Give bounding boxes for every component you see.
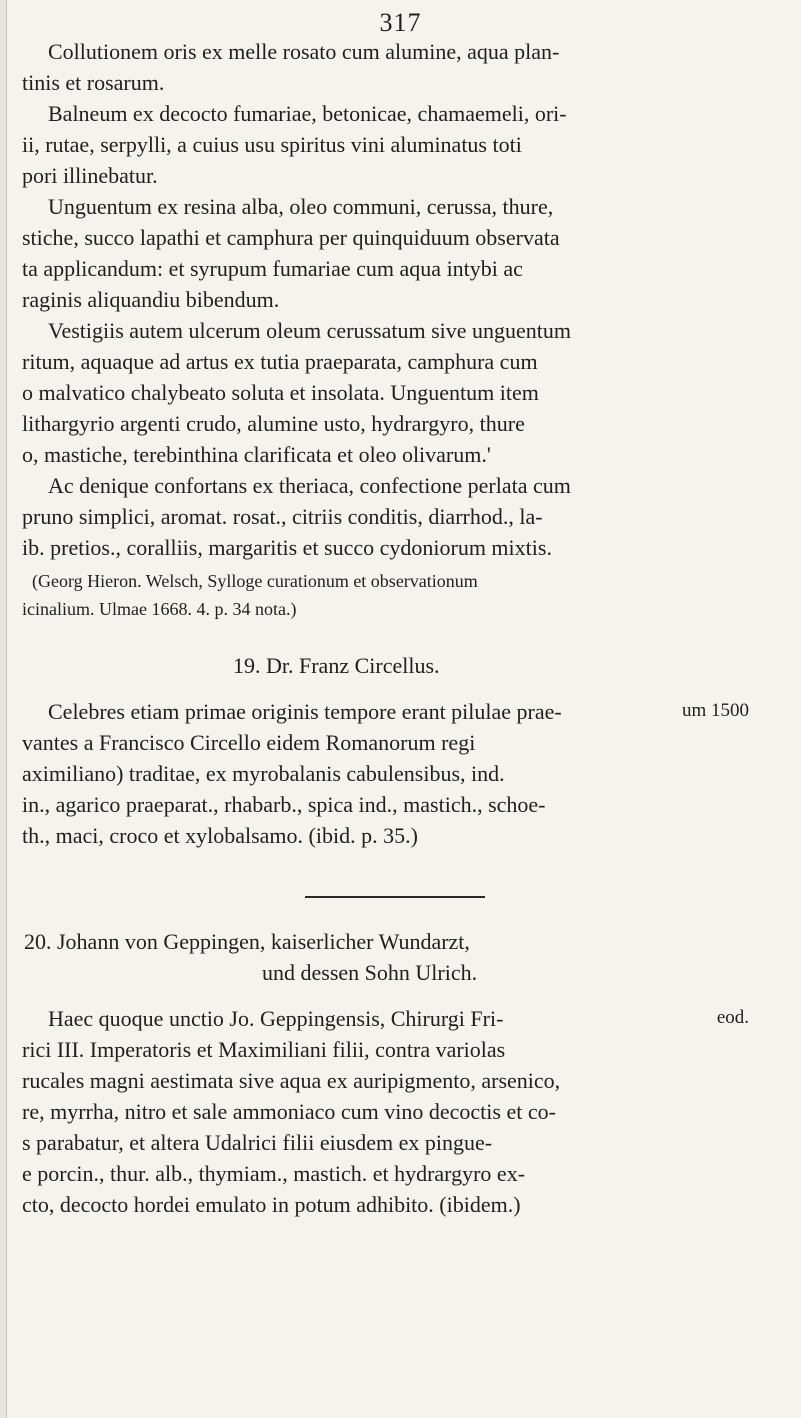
text-line: aximiliano) traditae, ex myrobalanis cabulensibus, ind. — [22, 761, 505, 786]
text-line: rici III. Imperatoris et Maximiliani filii, contra variolas — [22, 1037, 506, 1062]
text-line: lithargyrio argenti crudo, alumine usto, hydrargyro, thure — [22, 411, 525, 436]
text-line: raginis aliquandiu bibendum. — [22, 287, 280, 312]
text-line: rucales magni aestimata sive aqua ex auripigmento, arsenico, — [22, 1068, 561, 1093]
text-line: Ac denique confortans ex theriaca, confectione perlata cum — [48, 473, 571, 498]
text-line: ta applicandum: et syrupum fumariae cum aqua intybi ac — [22, 256, 523, 281]
text-line: Vestigiis autem ulcerum oleum cerussatum sive unguentum — [48, 318, 572, 343]
text-line: ib. pretios., coralliis, margaritis et succo cydoniorum mixtis. — [22, 535, 552, 560]
margin-note: eod. — [716, 1007, 749, 1028]
text-line: pruno simplici, aromat. rosat., citriis conditis, diarrhod., la- — [22, 504, 543, 529]
text-line: ii, rutae, serpylli, a cuius usu spiritus vini aluminatus toti — [22, 132, 522, 157]
section-heading: 19. Dr. Franz Circellus. — [233, 653, 440, 678]
citation-line: icinalium. Ulmae 1668. 4. p. 34 nota.) — [22, 599, 297, 619]
text-line: ritum, aquaque ad artus ex tutia praeparata, camphura cum — [22, 349, 538, 374]
section-heading: 20. Johann von Geppingen, kaiserlicher Wundarzt, — [24, 929, 470, 954]
text-line: s parabatur, et altera Udalrici filii eiusdem ex pingue- — [22, 1130, 493, 1155]
text-line: Collutionem oris ex melle rosato cum alumine, aqua plan- — [48, 39, 560, 64]
margin-note: um 1500 — [681, 700, 749, 721]
text-line: cto, decocto hordei emulato in potum adhibito. (ibidem.) — [22, 1192, 521, 1217]
text-line: e porcin., thur. alb., thymiam., mastich. et hydrargyro ex- — [22, 1161, 526, 1186]
page-number: 317 — [379, 8, 422, 37]
text-line: Celebres etiam primae originis tempore erant pilulae prae- — [48, 699, 562, 724]
page-gutter — [0, 0, 7, 1418]
text-line: tinis et rosarum. — [22, 70, 165, 95]
citation-line: (Georg Hieron. Welsch, Sylloge curationum et observationum — [32, 571, 478, 591]
text-line: o malvatico chalybeato soluta et insolata. Unguentum item — [22, 380, 539, 405]
text-line: th., maci, croco et xylobalsamo. (ibid. p. 35.) — [22, 823, 418, 848]
text-line: Balneum ex decocto fumariae, betonicae, chamaemeli, ori- — [48, 101, 567, 126]
section-heading-continued: und dessen Sohn Ulrich. — [262, 960, 478, 985]
text-line: o, mastiche, terebinthina clarificata et oleo olivarum.' — [22, 442, 491, 467]
text-line: pori illinebatur. — [22, 163, 158, 188]
text-line: vantes a Francisco Circello eidem Romanorum regi — [22, 730, 476, 755]
text-line: Haec quoque unctio Jo. Geppingensis, Chirurgi Fri- — [48, 1006, 504, 1031]
text-line: Unguentum ex resina alba, oleo communi, cerussa, thure, — [48, 194, 554, 219]
section-divider — [305, 896, 485, 898]
text-line: re, myrrha, nitro et sale ammoniaco cum vino decoctis et co- — [22, 1099, 556, 1124]
text-line: stiche, succo lapathi et camphura per quinquiduum observata — [22, 225, 560, 250]
text-line: in., agarico praeparat., rhabarb., spica ind., mastich., schoe- — [22, 792, 546, 817]
